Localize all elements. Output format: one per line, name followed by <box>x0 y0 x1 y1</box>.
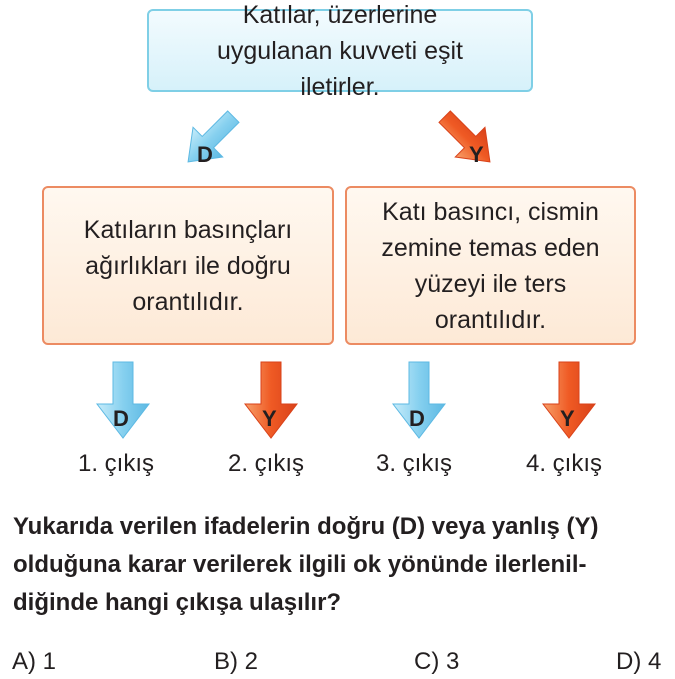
top-statement-box <box>147 0 533 101</box>
false-branch-arrow <box>433 105 503 175</box>
exit1-label: D <box>113 406 129 431</box>
true-branch-label: D <box>197 142 213 167</box>
top-statement-text: Katılar, üzerlerine uygulanan kuvveti eşit iletirler. <box>217 0 463 101</box>
exit-1: 1. çıkış <box>78 450 155 477</box>
false-branch-label: Y <box>469 142 484 167</box>
right-statement-text: Katı basıncı, cismin zemine temas eden yüzeyi ile ters orantılıdır. <box>381 197 600 334</box>
exit2-false-arrow <box>241 360 301 440</box>
exit3-label: D <box>409 406 425 431</box>
option-c[interactable]: C) 3 <box>414 648 460 675</box>
exit3-true-arrow <box>389 360 449 440</box>
left-statement-text: Katıların basınçları ağırlıkları ile doğru orantılıdır. <box>83 215 293 316</box>
option-d[interactable]: D) 4 <box>616 648 662 675</box>
exit-2: 2. çıkış <box>228 450 305 477</box>
exit2-label: Y <box>262 406 277 431</box>
question-text: Yukarıda verilen ifadelerin doğru (D) veya yanlış (Y) olduğuna karar verilerek ilgili ok yönünde ilerlenil-diğinde hangi çıkışa ulaşılır? <box>13 513 599 616</box>
option-a[interactable]: A) 1 <box>12 648 57 675</box>
exit-4: 4. çıkış <box>526 450 603 477</box>
left-statement-box <box>42 186 334 345</box>
exit-3: 3. çıkış <box>376 450 453 477</box>
right-statement-box <box>345 186 636 345</box>
exit4-false-arrow <box>539 360 599 440</box>
exit1-true-arrow <box>93 360 153 440</box>
true-branch-arrow <box>175 105 245 175</box>
option-b[interactable]: B) 2 <box>214 648 259 675</box>
exit4-label: Y <box>560 406 575 431</box>
